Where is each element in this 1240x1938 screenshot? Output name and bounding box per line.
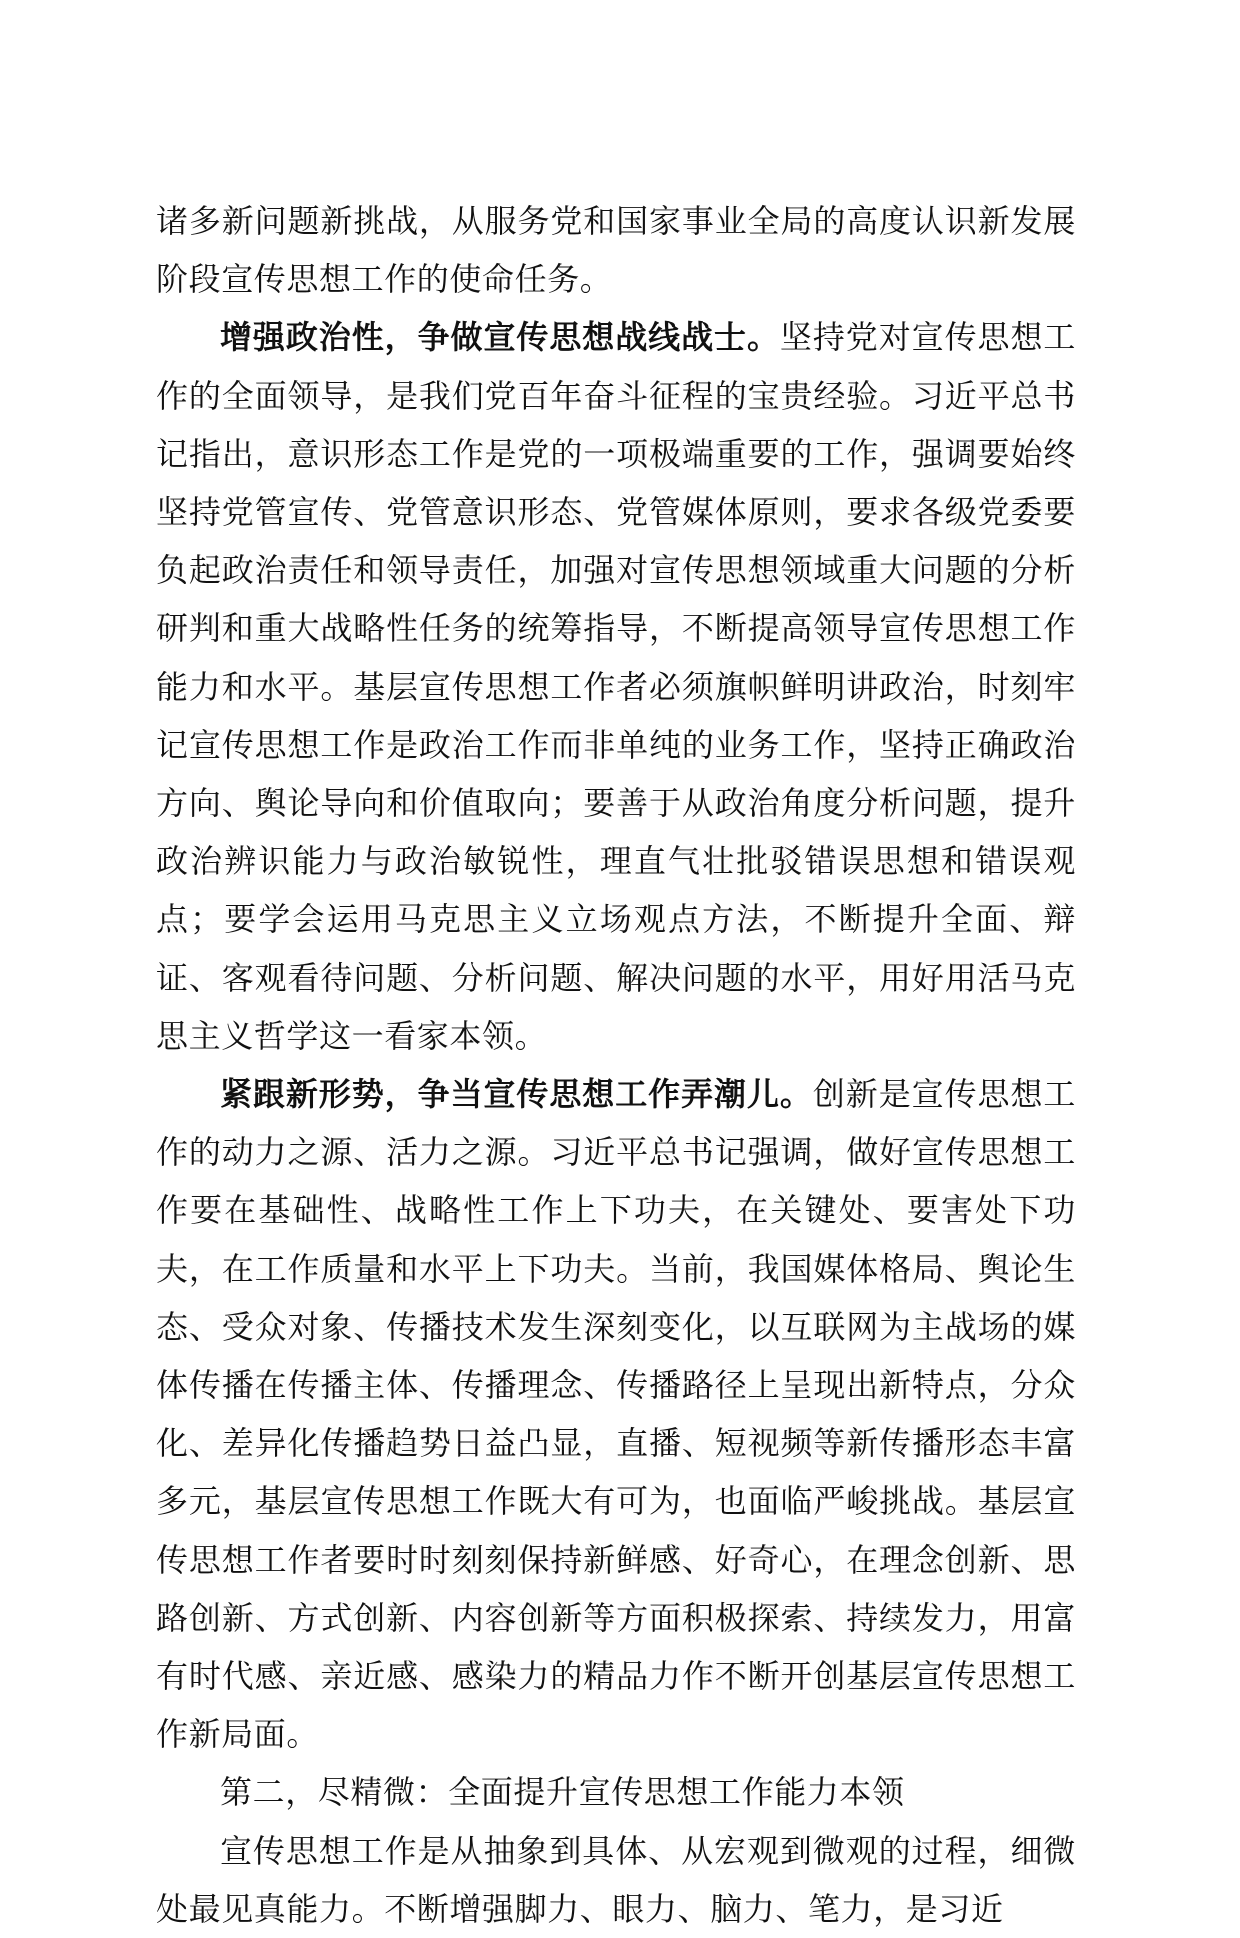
paragraph-continuation bbox=[156, 192, 1076, 308]
section-heading: 第二，尽精微：全面提升宣传思想工作能力本领 bbox=[220, 1773, 905, 1812]
paragraph-text: 坚持党对宣传思想工作的全面领导，是我们党百年奋斗征程的宝贵经验。习近平总书记指出，意识形态工作是党的一项极端重要的工作，强调要始终坚持党管宣传、党管意识形态、党管媒体原则，要求各级党委要负起政治责任和领导责任，加强对宣传思想领域重大问题的分析研判和重大战略性任务的统筹指导，不断提高领导宣传思想工作能力和水平。基层宣传思想工作者必须旗帜鲜明讲政治，时刻牢记宣传思想工作是政治工作而非单纯的业务工作，坚持正确政治方向、舆论导向和价值取向；要善于从政治角度分析问题，提升政治辨识能力与政治敏锐性，理直气壮批驳错误思想和错误观点；要学会运用马克思主义立场观点方法，不断提升全面、辩证、客观看待问题、分析问题、解决问题的水平，用好用活马克思主义哲学这一看家本领。 bbox=[156, 318, 1077, 1055]
paragraph-lead: 增强政治性，争做宣传思想战线战士。 bbox=[220, 318, 780, 357]
paragraph-political bbox=[156, 308, 1076, 1065]
paragraph-text: 诸多新问题新挑战，从服务党和国家事业全局的高度认识新发展阶段宣传思想工作的使命任务。 bbox=[156, 202, 1076, 299]
paragraph-lead: 紧跟新形势，争当宣传思想工作弄潮儿。 bbox=[220, 1075, 813, 1114]
paragraph-text: 创新是宣传思想工作的动力之源、活力之源。习近平总书记强调，做好宣传思想工作要在基础性、战略性工作上下功夫，在关键处、要害处下功夫，在工作质量和水平上下功夫。当前，我国媒体格局、舆论生态、受众对象、传播技术发生深刻变化，以互联网为主战场的媒体传播在传播主体、传播理念、传播路径上呈现出新特点，分众化、差异化传播趋势日益凸显，直播、短视频等新传播形态丰富多元，基层宣传思想工作既大有可为，也面临严峻挑战。基层宣传思想工作者要时时刻刻保持新鲜感、好奇心，在理念创新、思路创新、方式创新、内容创新等方面积极探索、持续发力，用富有时代感、亲近感、感染力的精品力作不断开创基层宣传思想工作新局面。 bbox=[156, 1075, 1076, 1754]
paragraph-new-situation bbox=[156, 1065, 1076, 1763]
paragraph-text: 宣传思想工作是从抽象到具体、从宏观到微观的过程，细微处最见真能力。不断增强脚力、眼力、脑力、笔力，是习近 bbox=[156, 1831, 1076, 1928]
paragraph-section-two bbox=[156, 1822, 1076, 1938]
document-page bbox=[156, 192, 1076, 1938]
